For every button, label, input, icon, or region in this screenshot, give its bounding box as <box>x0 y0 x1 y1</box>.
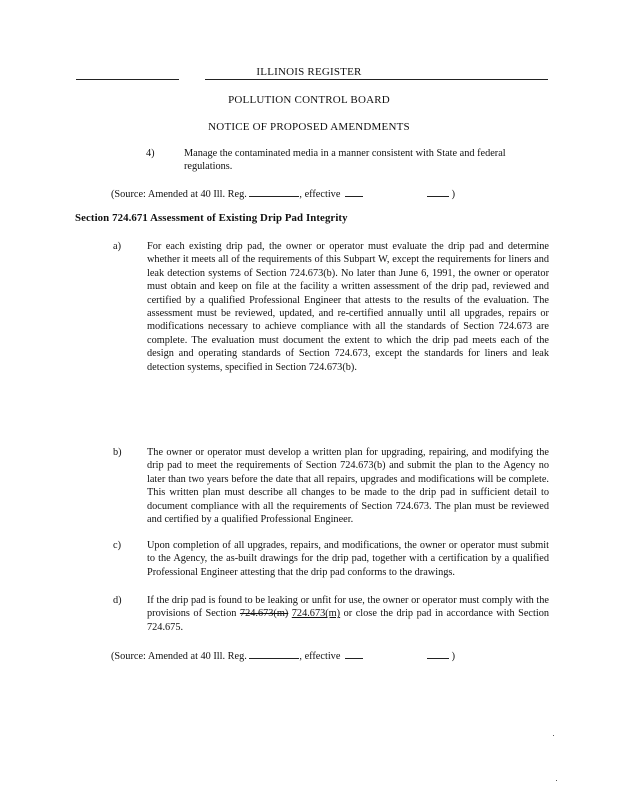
scan-speck <box>556 780 557 781</box>
item-d-text <box>147 594 549 634</box>
register-volume-blank <box>249 649 299 659</box>
effective-date-tail-blank <box>427 187 449 197</box>
item-b-label: b) <box>113 447 122 458</box>
deleted-citation: 724.673(m) <box>239 608 289 620</box>
register-volume-blank <box>249 187 299 197</box>
source-effective: , effective <box>299 651 341 662</box>
register-title: ILLINOIS REGISTER <box>256 66 362 78</box>
item-a-label: a) <box>113 241 121 252</box>
notice-heading: NOTICE OF PROPOSED AMENDMENTS <box>208 121 410 133</box>
scan-speck <box>553 735 554 736</box>
source-prefix: (Source: Amended at 40 Ill. Reg. <box>111 189 247 200</box>
item-4-text: Manage the contaminated media in a manner consistent with State and federal regulations. <box>184 148 506 173</box>
section-title: Section 724.671 Assessment of Existing Drip Pad Integrity <box>75 212 348 224</box>
item-4-label: 4) <box>146 148 155 159</box>
effective-date-tail-blank <box>427 649 449 659</box>
item-a-text: For each existing drip pad, the owner or operator must evaluate the drip pad and determine whether it meets all of the requirements of this Subpart W, except the requirements for liners and leak detection systems of Section 724.673(b). No later than June 6, 1991, the owner or operator must obtain and keep on file at the facility a written assessment of the drip pad, reviewed and certified by a qualified Professional Engineer that attests to the results of the evaluation. The assessment must be reviewed, updated, and re-certified annually until all upgrades, repairs or modifications necessary to achieve compliance with all the standards of Section 724.673 are complete. The evaluation must document the extent to which the drip pad meets each of the design and operating standards of Section 724.673, except the standards for liners and leak detection systems, specified in Section 724.673(b). <box>147 241 549 373</box>
item-d-text-after: or close the drip pad in accordance with Section 724.675. <box>147 608 550 633</box>
agency-name: POLLUTION CONTROL BOARD <box>228 94 390 106</box>
item-b-text: The owner or operator must develop a written plan for upgrading, repairing, and modifying the drip pad to meet the requirements of Section 724.673(b) and submit the plan to the Agency no later than two years before the date that all repairs, upgrades and modifications will be complete. This written plan must describe all changes to be made to the drip pad in sufficient detail to document compliance with all the requirements of Section 724.673. The plan must be reviewed and certified by a qualified Professional Engineer. <box>147 447 549 526</box>
source-prefix: (Source: Amended at 40 Ill. Reg. <box>111 651 247 662</box>
source-effective: , effective <box>299 189 341 200</box>
inserted-citation: 724.673(m) <box>291 608 341 620</box>
source-note-1 <box>111 187 455 201</box>
item-d-text-before: If the drip pad is found to be leaking or unfit for use, the owner or operator must comply with the provisions of Section <box>147 595 549 620</box>
item-c-text: Upon completion of all upgrades, repairs, and modifications, the owner or operator must submit to the Agency, the as-built drawings for the drip pad, together with a certification by a qualified Professional Engineer attesting that the drip pad conforms to the drawings. <box>147 540 549 578</box>
item-d-label: d) <box>113 595 122 606</box>
effective-date-blank <box>345 649 363 659</box>
source-suffix: ) <box>451 189 455 200</box>
source-note-2 <box>111 649 455 663</box>
item-c-label: c) <box>113 540 121 551</box>
source-suffix: ) <box>451 651 455 662</box>
effective-date-blank <box>345 187 363 197</box>
